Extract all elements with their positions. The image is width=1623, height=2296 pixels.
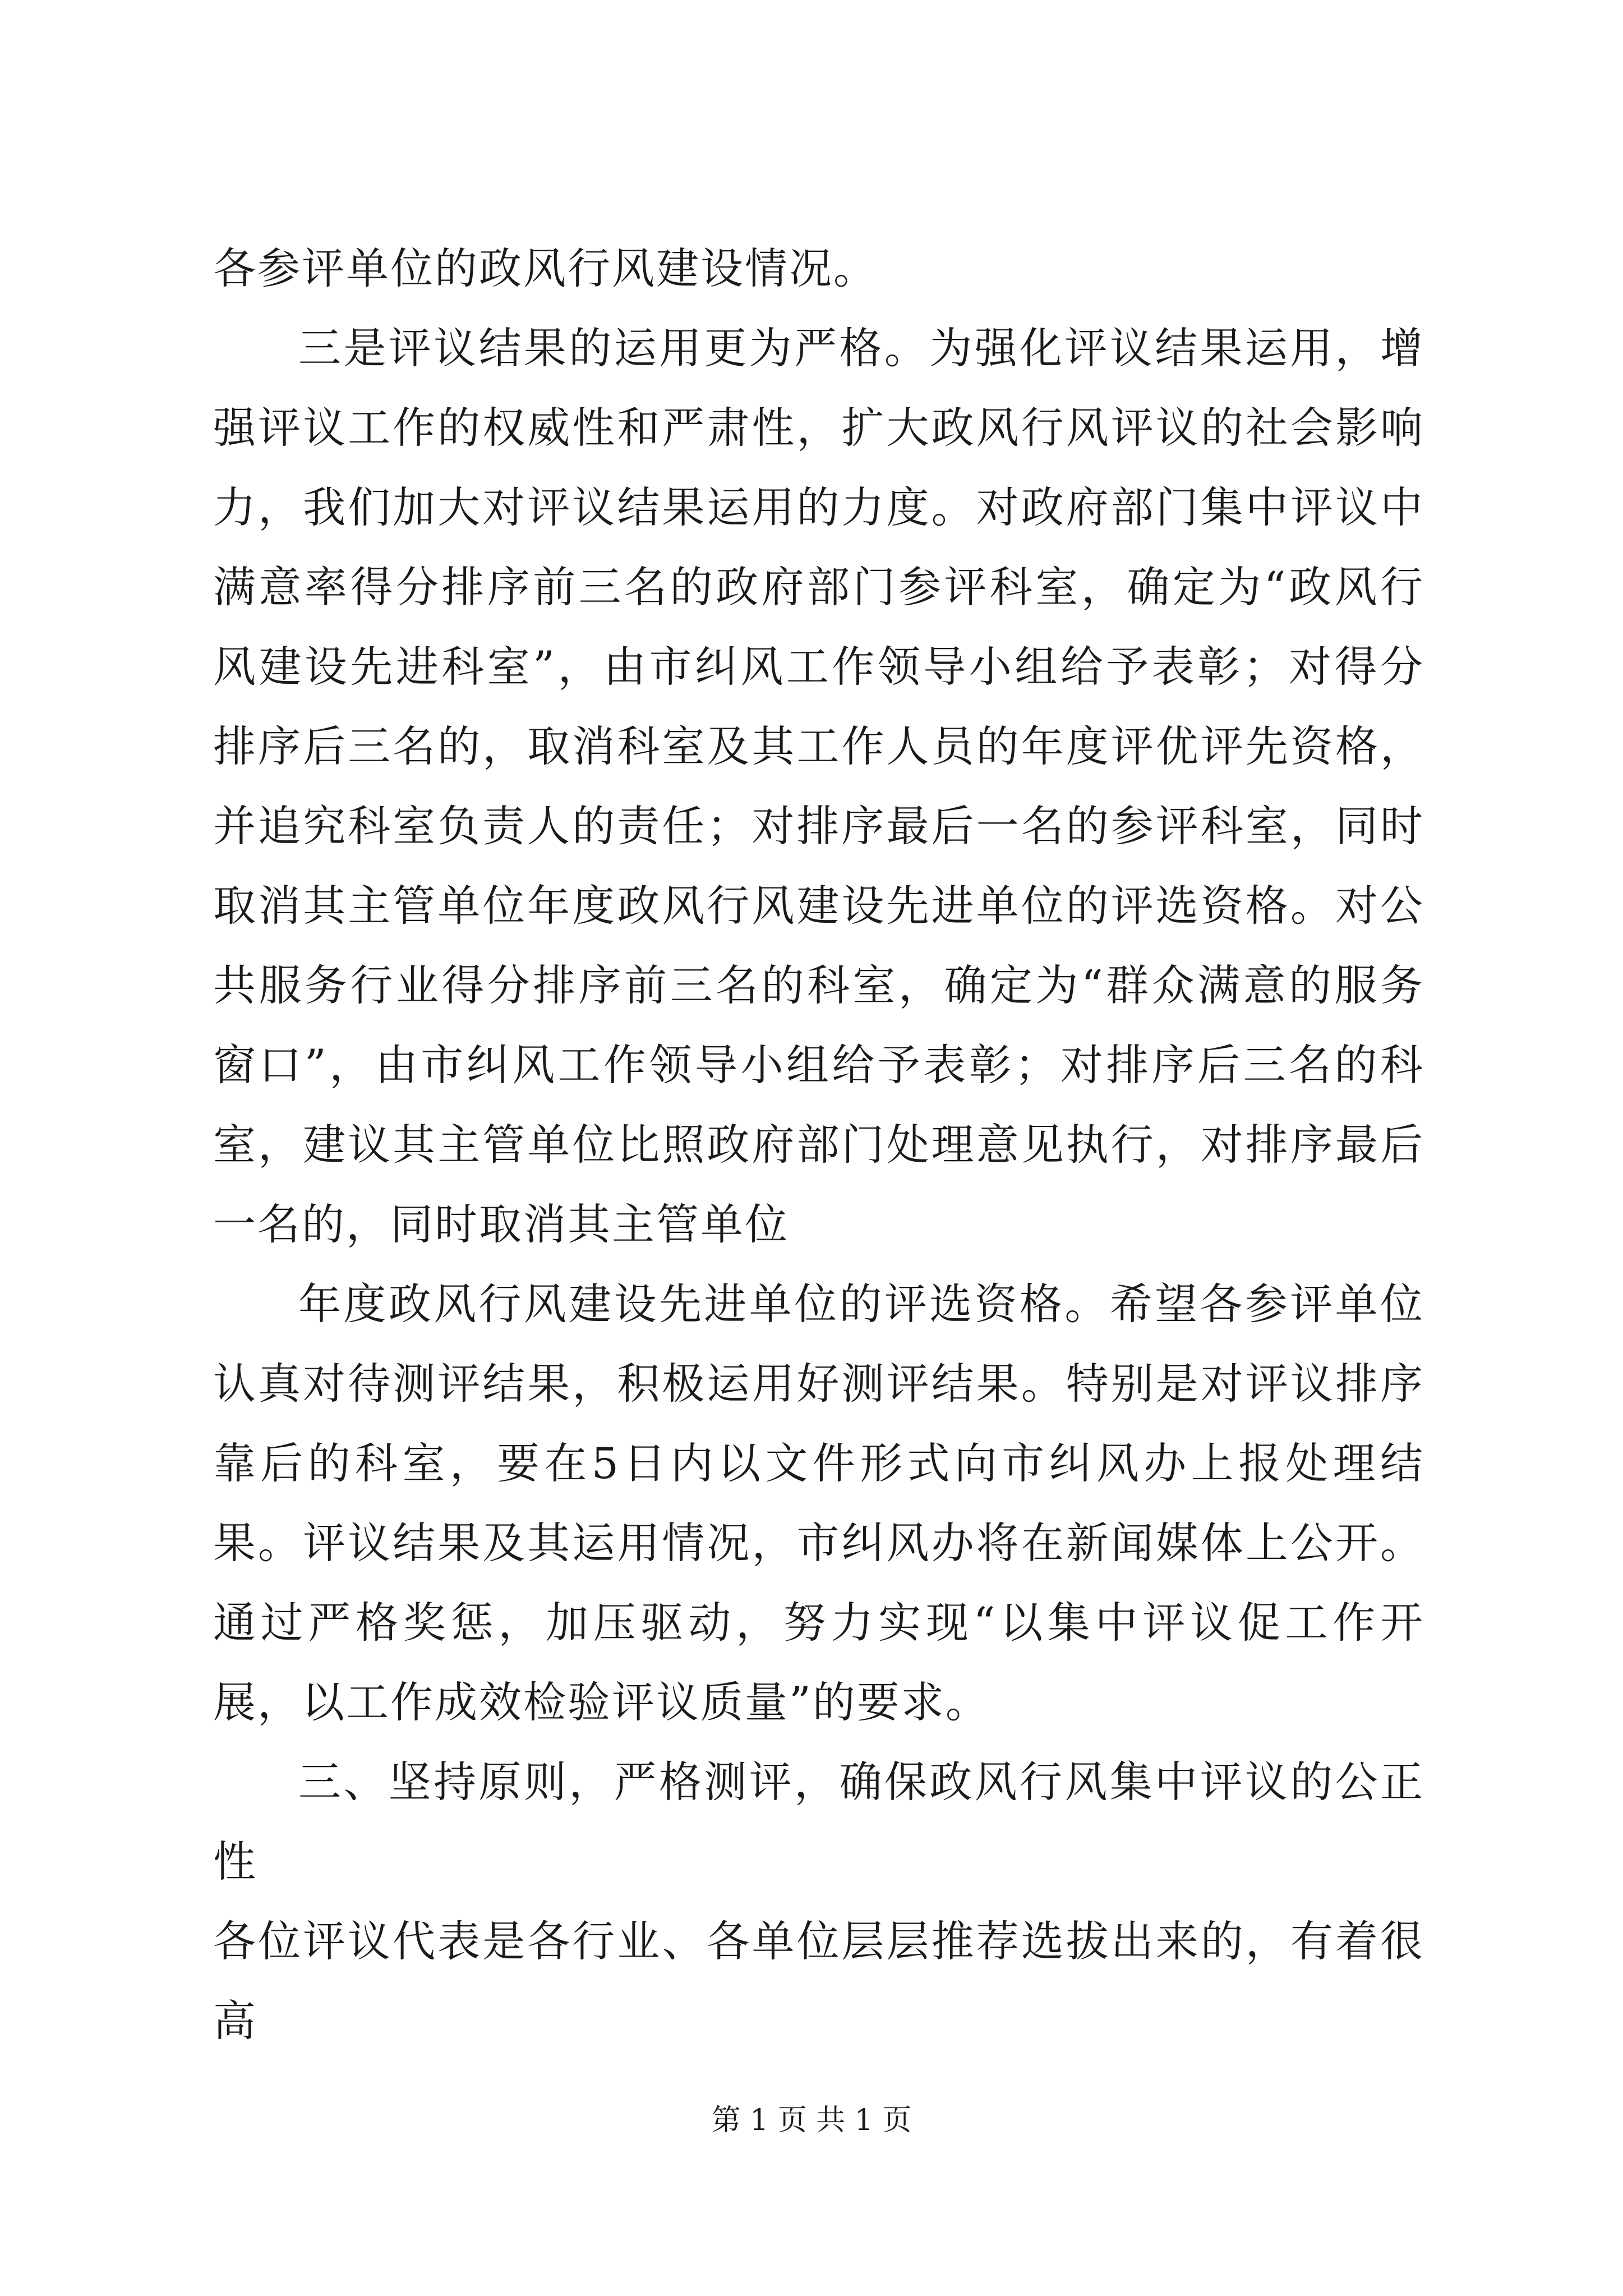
section-heading: 三、坚持原则，严格测评，确保政风行风集中评议的公正性 xyxy=(213,1757,1424,1887)
page-number-footer: 第 1 页 共 1 页 xyxy=(711,2104,912,2137)
paragraph-3: 年度政风行风建设先进单位的评选资格。希望各参评单位认真对待测评结果，积极运用好测评结果。特别是对评议排序靠后的科室，要在5日内以文件形式向市纠风办上报处理结果。评议结果及其运用情况，市纠风办将在新闻媒体上公开。通过严格奖惩，加压驱动，努力实现“以集中评议促工作开展，以工作成效检验评议质量”的要求。 xyxy=(213,1279,1424,1727)
paragraph-2: 三是评议结果的运用更为严格。为强化评议结果运用，增强评议工作的权威性和严肃性，扩大政风行风评议的社会影响力，我们加大对评议结果运用的力度。对政府部门集中评议中满意率得分排序前三名的政府部门参评科室，确定为“政风行风建设先进科室”，由市纠风工作领导小组给予表彰；对得分排序后三名的，取消科室及其工作人员的年度评优评先资格，并追究科室负责人的责任；对排序最后一名的参评科室，同时取消其主管单位年度政风行风建设先进单位的评选资格。对公共服务行业得分排序前三名的科室，确定为“群众满意的服务窗口”，由市纠风工作领导小组给予表彰；对排序后三名的科室，建议其主管单位比照政府部门处理意见执行，对排序最后一名的，同时取消其主管单位 xyxy=(213,323,1424,1249)
paragraph-1: 各参评单位的政风行风建设情况。 xyxy=(213,243,878,293)
body-text xyxy=(213,229,1424,2061)
paragraph-4: 各位评议代表是各行业、各单位层层推荐选拔出来的，有着很高 xyxy=(213,1916,1424,2046)
